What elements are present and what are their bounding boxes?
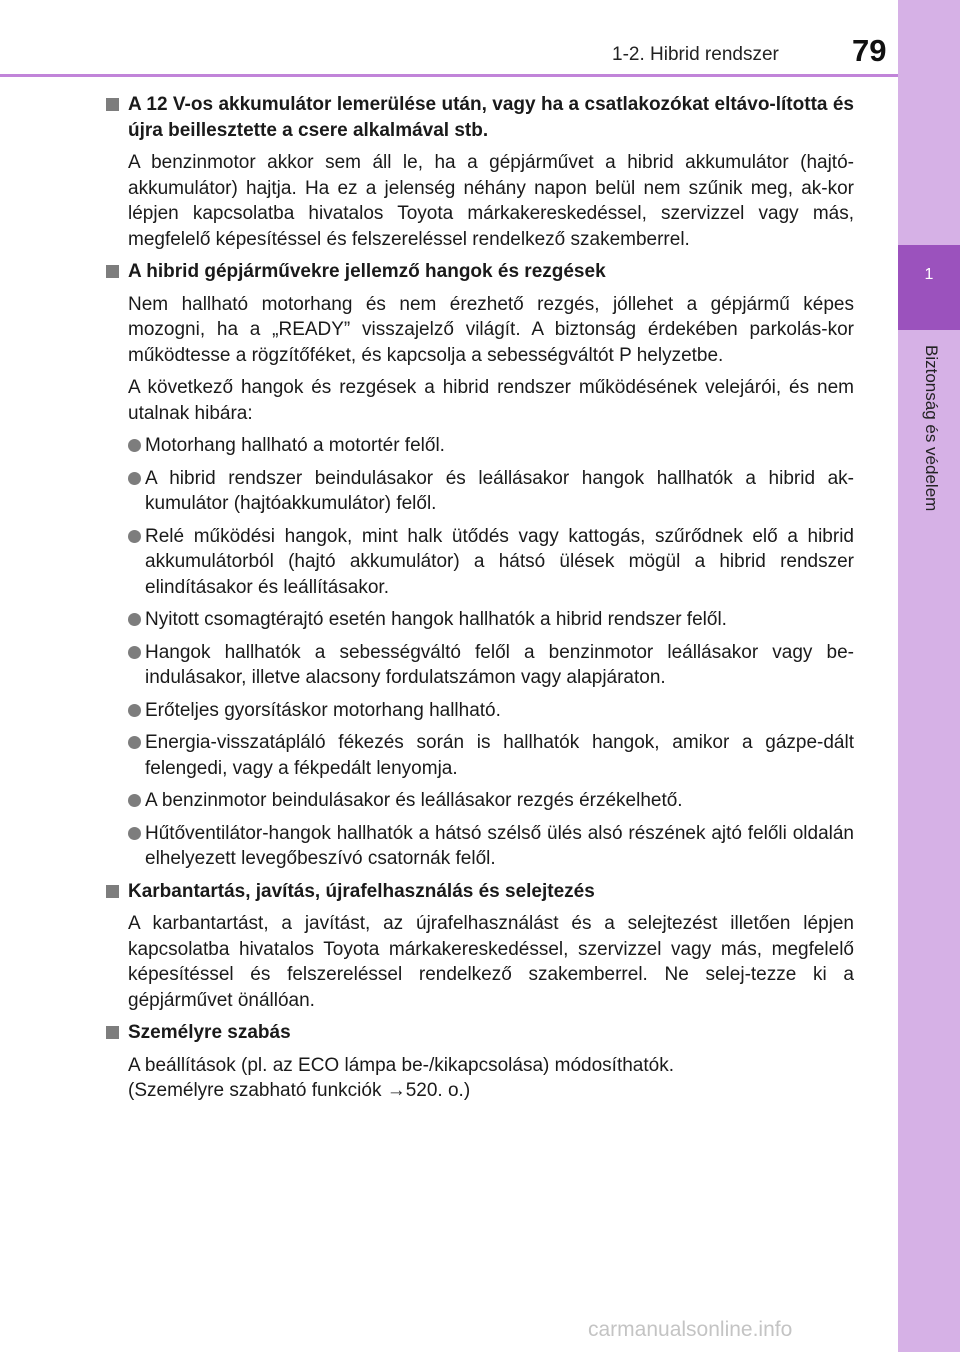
- list-item-text: Erőteljes gyorsításkor motorhang hallható.: [145, 699, 501, 721]
- list-item: [104, 607, 854, 633]
- circle-bullet-icon: [128, 704, 141, 717]
- square-bullet-icon: [106, 98, 119, 111]
- paragraph: A következő hangok és rezgések a hibrid rendszer működésének velejárói, és nem utalnak hibára:: [128, 377, 854, 424]
- page-content: [104, 92, 854, 1111]
- paragraph: A karbantartást, a javítást, az újrafelhasználást és a selejtezést illetően lépjen kapcsolatba hivatalos Toyota márkakereskedéssel, szervizzel vagy más, megfelelő képesítéssel és felszereléssel rendelkező szakemberrel. Ne selej-tezze ki a gépjárművet önállóan.: [128, 913, 854, 1011]
- circle-bullet-icon: [128, 794, 141, 807]
- section-heading: [104, 92, 854, 143]
- side-tab-number-box: [898, 245, 960, 330]
- list-item: [104, 821, 854, 872]
- list-item-text: Hangok hallhatók a sebességváltó felől a benzinmotor leállásakor vagy be-indulásakor, illetve alacsony fordulatszámon vagy alapjáraton.: [145, 641, 854, 688]
- section-heading: [104, 879, 854, 905]
- side-tab: [898, 0, 960, 1352]
- page-number: 79: [852, 33, 887, 68]
- circle-bullet-icon: [128, 736, 141, 749]
- section-heading-text: A 12 V-os akkumulátor lemerülése után, vagy ha a csatlakozókat eltávo-lította és újra beillesztette a csere alkalmával stb.: [128, 94, 854, 141]
- list-item-text: Hűtőventilátor-hangok hallhatók a hátsó szélső ülés alsó részének ajtó felőli oldalán elhelyezett levegőbeszívó csatornák felől.: [145, 822, 854, 869]
- list-item: [104, 730, 854, 781]
- square-bullet-icon: [106, 1026, 119, 1039]
- paragraph: Nem hallható motorhang és nem érezhető rezgés, jóllehet a gépjármű képes mozogni, ha a „READY” visszajelző világít. A biztonság érdekében parkolás-kor működtesse a rögzítőféket, és kapcsolja a sebességváltót P helyzetbe.: [128, 293, 854, 366]
- circle-bullet-icon: [128, 827, 141, 840]
- list-item-text: Motorhang hallható a motortér felől.: [145, 435, 445, 456]
- list-item-text: Relé működési hangok, mint halk ütődés vagy kattogás, szűrődnek elő a hibrid akkumulátorból (hajtó akkumulátor) a hátsó ülések mögül a hibrid rendszer elindításakor és leállításakor.: [145, 525, 854, 598]
- header-section-title: 1-2. Hibrid rendszer: [612, 44, 779, 65]
- section-customization: [104, 1020, 854, 1104]
- section-heading: [104, 259, 854, 285]
- list-item: [104, 698, 854, 724]
- list-item-text: A benzinmotor beindulásakor és leállásakor rezgés érzékelhető.: [145, 790, 683, 811]
- circle-bullet-icon: [128, 613, 141, 626]
- section-hybrid-sounds: [104, 259, 854, 872]
- list-item: [104, 788, 854, 814]
- section-heading: [104, 1020, 854, 1046]
- paragraph: (Személyre szabható funkciók →520. o.): [128, 1080, 471, 1101]
- circle-bullet-icon: [128, 530, 141, 543]
- side-tab-number: 1: [924, 266, 934, 283]
- square-bullet-icon: [106, 885, 119, 898]
- list-item-text: Nyitott csomagtérajtó esetén hangok hallhatók a hibrid rendszer felől.: [145, 609, 727, 630]
- section-battery: [104, 92, 854, 252]
- circle-bullet-icon: [128, 646, 141, 659]
- section-heading-text: Személyre szabás: [128, 1022, 291, 1043]
- list-item: [104, 640, 854, 691]
- paragraph: A benzinmotor akkor sem áll le, ha a gépjárművet a hibrid akkumulátor (hajtó-akkumulátor) hajtja. Ha ez a jelenség néhány napon belül nem szűnik meg, ak-kor lépjen kapcsolatba hivatalos Toyota márkakereskedéssel, szervizzel vagy más, megfelelő képesítéssel és felszereléssel rendelkező szakemberrel.: [128, 152, 854, 250]
- list-item-text: A hibrid rendszer beindulásakor és leállásakor hangok hallhatók a hibrid ak-kumulátor (hajtóakkumulátor) felől.: [145, 467, 854, 514]
- header-rule: [0, 74, 898, 77]
- paragraph: A beállítások (pl. az ECO lámpa be-/kikapcsolása) módosíthatók.: [128, 1054, 674, 1076]
- watermark: carmanualsonline.info: [588, 1318, 793, 1341]
- list-item: [104, 433, 854, 459]
- circle-bullet-icon: [128, 472, 141, 485]
- list-item: [104, 466, 854, 517]
- section-heading-text: A hibrid gépjárművekre jellemző hangok és rezgések: [128, 261, 606, 282]
- circle-bullet-icon: [128, 439, 141, 452]
- list-item: [104, 524, 854, 601]
- section-maintenance: [104, 879, 854, 1014]
- section-heading-text: Karbantartás, javítás, újrafelhasználás és selejtezés: [128, 880, 595, 902]
- square-bullet-icon: [106, 265, 119, 278]
- list-item-text: Energia-visszatápláló fékezés során is hallhatók hangok, amikor a gázpe-dált felengedi, vagy a fékpedált lenyomja.: [145, 732, 854, 779]
- side-tab-title: Biztonság és védelem: [922, 345, 941, 512]
